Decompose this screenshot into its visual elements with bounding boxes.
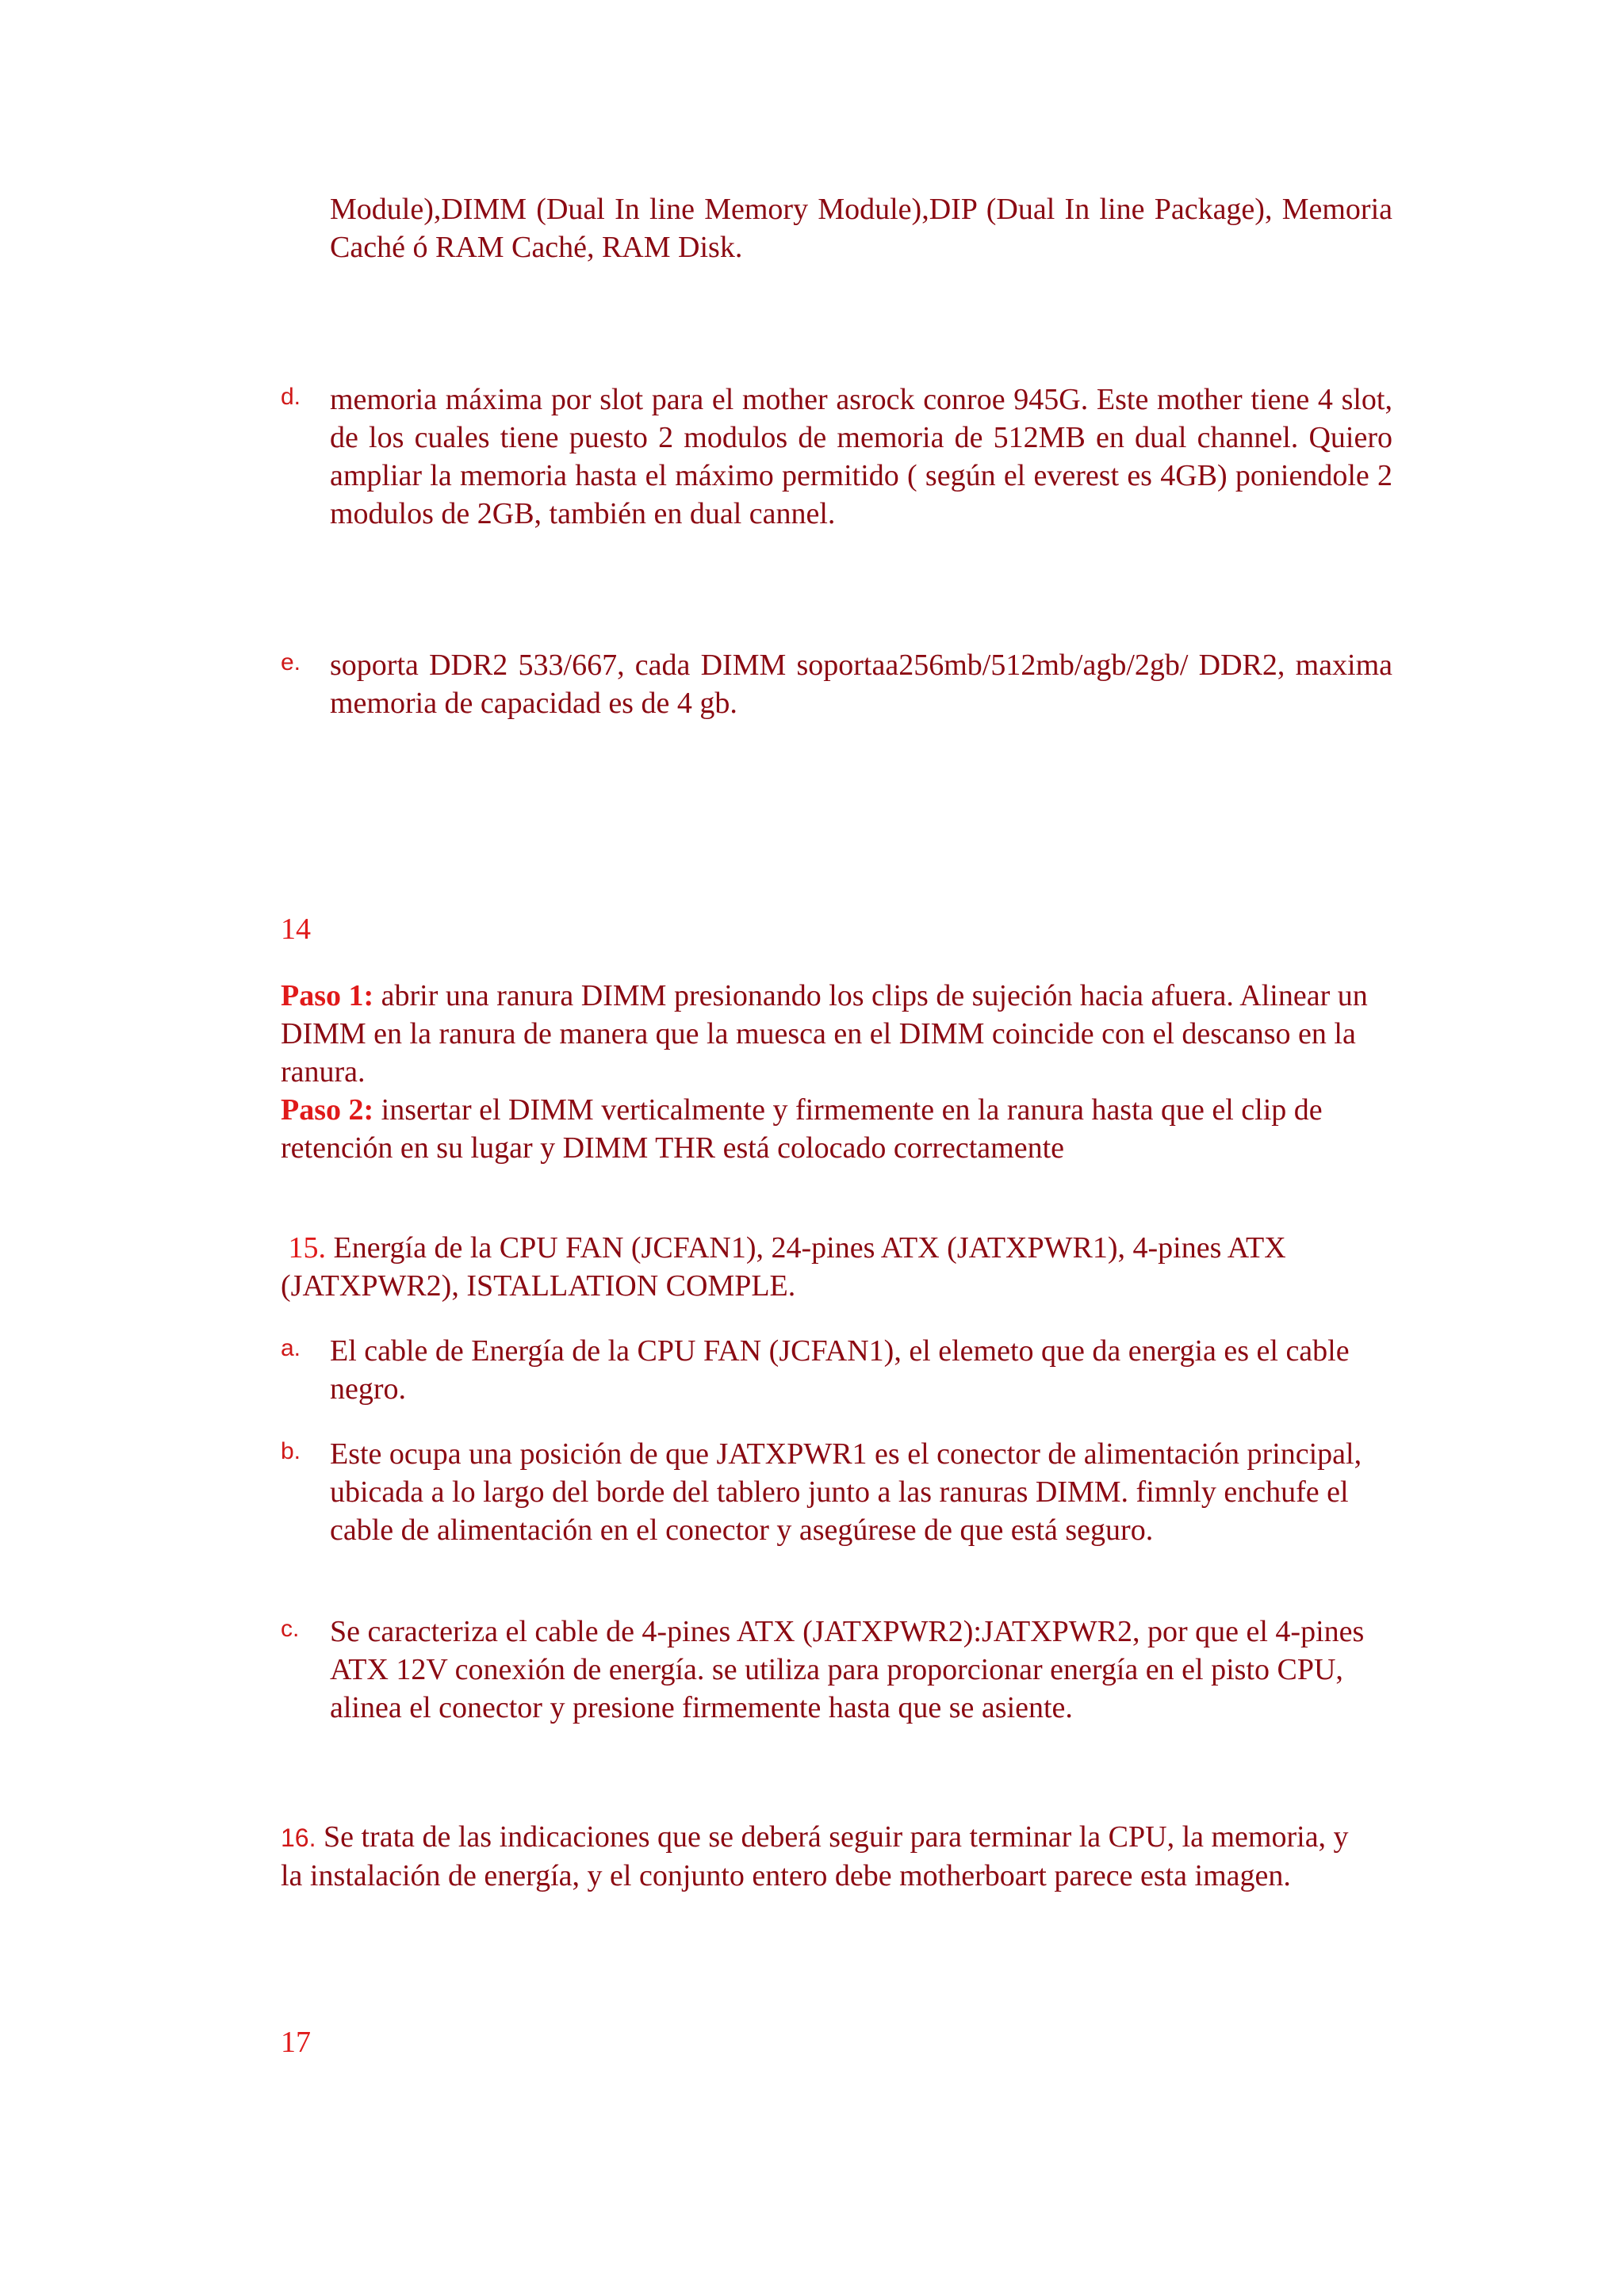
section-number: 15. <box>288 1231 326 1265</box>
section-15-text: Energía de la CPU FAN (JCFAN1), 24-pines ATX (JATXPWR1), 4-pines ATX (JATXPWR2), ISTALLATION COMPLE. <box>281 1231 1286 1303</box>
list-marker: c. <box>281 1616 300 1642</box>
intro-paragraph: Module),DIMM (Dual In line Memory Module),DIP (Dual In line Package), Memoria Caché ó RAM Caché, RAM Disk. <box>330 193 1392 264</box>
step-1-label: Paso 1: <box>281 979 374 1012</box>
list-item-d <box>281 381 1392 533</box>
section-15-heading <box>281 1229 1343 1305</box>
list-item-text: Este ocupa una posición de que JATXPWR1 es el conector de alimentación principal, ubicada a lo largo del borde del tablero junto a las ranuras DIMM. fimnly enchufe el cable de alimentación en el conector y asegúrese de que está seguro. <box>330 1437 1362 1547</box>
section-16-text: Se trata de las indicaciones que se deberá seguir para terminar la CPU, la memoria, y la instalación de energía, y el conjunto entero debe motherboart parece esta imagen. <box>281 1820 1349 1892</box>
section-number: 17 <box>281 2026 311 2059</box>
list-item-text: El cable de Energía de la CPU FAN (JCFAN1), el elemeto que da energia es el cable negro. <box>330 1334 1350 1406</box>
section-14-steps <box>281 977 1391 1167</box>
section-14-number <box>281 910 1407 948</box>
list-item-a <box>281 1332 1385 1408</box>
step-2-text: insertar el DIMM verticalmente y firmemente en la ranura hasta que el clip de retención en su lugar y DIMM THR está colocado correctamente <box>281 1093 1323 1165</box>
section-number: 16. <box>281 1823 316 1852</box>
list-marker: d. <box>281 384 301 410</box>
list-marker: a. <box>281 1335 301 1361</box>
list-item-b <box>281 1435 1385 1549</box>
list-item-c <box>281 1613 1392 1727</box>
list-item-text: soporta DDR2 533/667, cada DIMM soportaa256mb/512mb/agb/2gb/ DDR2, maxima memoria de capacidad es de 4 gb. <box>330 649 1392 720</box>
section-16-paragraph <box>281 1818 1375 1895</box>
section-17-number <box>281 2023 1407 2061</box>
step-2-label: Paso 2: <box>281 1093 374 1127</box>
list-item-text: Se caracteriza el cable de 4-pines ATX (JATXPWR2):JATXPWR2, por que el 4-pines ATX 12V conexión de energía. se utiliza para proporcionar energía en el pisto CPU, alinea el conector y presione firmemente hasta que se asiente. <box>330 1615 1365 1724</box>
section-number: 14 <box>281 913 311 946</box>
list-item-text: memoria máxima por slot para el mother asrock conroe 945G. Este mother tiene 4 slot, de los cuales tiene puesto 2 modulos de memoria de 512MB en dual channel. Quiero ampliar la memoria hasta el máximo permitido ( según el everest es 4GB) poniendole 2 modulos de 2GB, también en dual cannel. <box>330 383 1392 530</box>
list-marker: e. <box>281 649 301 675</box>
list-item-e <box>281 646 1392 722</box>
step-1-text: abrir una ranura DIMM presionando los clips de sujeción hacia afuera. Alinear un DIMM en la ranura de manera que la muesca en el DIMM coincide con el descanso en la ranura. <box>281 979 1368 1089</box>
list-marker: b. <box>281 1438 301 1464</box>
